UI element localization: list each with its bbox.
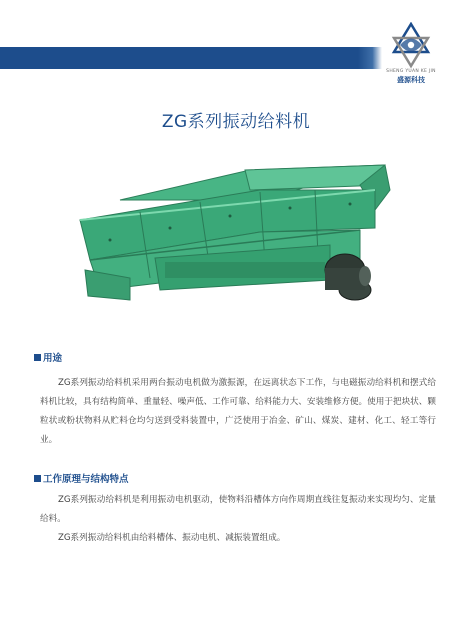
vibrating-feeder-illustration xyxy=(60,150,410,310)
principle-paragraph: ZG系列振动给料机是利用振动电机驱动，使物料沿槽体方向作周期直线往复振动来实现均匀、定量给料。 xyxy=(40,495,436,524)
logo-english-text: SHENG YUAN KE JIN xyxy=(386,69,436,74)
page-title: ZG系列振动给料机 xyxy=(161,112,311,132)
product-image xyxy=(60,150,410,310)
square-bullet-icon xyxy=(34,475,41,482)
logo-chinese-text: 盛源科技 xyxy=(397,76,425,84)
section-heading-principle: 工作原理与结构特点 xyxy=(34,471,129,485)
square-bullet-icon xyxy=(34,354,41,361)
section-heading-usage: 用途 xyxy=(34,350,62,364)
company-logo xyxy=(376,22,446,94)
structure-paragraph: ZG系列振动给料机由给料槽体、振动电机、减振装置组成。 xyxy=(58,533,286,543)
usage-paragraph: ZG系列振动给料机采用两台振动电机做为激振源，在远离状态下工作，与电磁振动给料机和摆式给料机比较，具有结构简单、重量轻、噪声低、工作可靠、给料能力大、安装维修方便。使用于把块状、颗粒状或粉状物料从贮料仓均匀送到受料装置中，广泛使用于冶金、矿山、煤炭、建材、化工、轻工等行业。 xyxy=(40,378,436,445)
header-bar xyxy=(0,47,370,69)
logo-icon xyxy=(382,22,440,68)
